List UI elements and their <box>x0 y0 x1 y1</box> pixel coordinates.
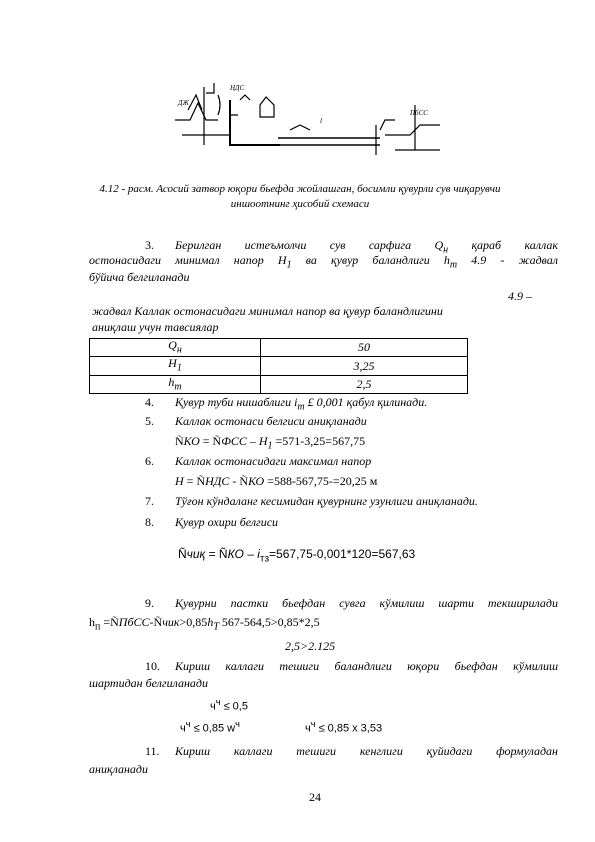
item7-text: Тўғон кўндаланг кесимидан қувурнинг узунлиги аниқланади. <box>175 494 478 508</box>
table-caption-line2: аниқлаш учун тавсиялар <box>92 320 219 334</box>
table-cell-label: $H_1$ <box>90 357 261 375</box>
item10-formula-b: $ч^ч \le 0,85$ $w^ч$ <box>180 719 240 735</box>
table-caption-line1: жадвал Каллак остонасидаги минимал напор ва қувур баландлигини <box>92 304 443 318</box>
svg-text:l: l <box>320 117 322 125</box>
item11-line1: Кириш каллаги тешиги кенглиги қуйидаги формуладан <box>175 744 558 758</box>
table-row <box>90 375 468 393</box>
table-cell-value: 2,5 <box>261 375 468 393</box>
item9-line2: $h_п$ $=ÑПбСС-Ñчик>0,85h_Т$ 567-564,5>0,85*2,5 <box>89 615 320 633</box>
page-number: 24 <box>309 790 321 804</box>
item5-formula: ÑКО = ÑФСС – $Н_1 =571-3,25=567,75$ <box>175 434 366 452</box>
item7-number: 7. <box>145 494 154 508</box>
item6-text: Каллак остонасидаги максимал напор <box>175 454 372 468</box>
item8-formula: Ñчиқ = ÑКО – $i_{тз}=567,75-0,001*120=567,63$ <box>178 547 416 565</box>
item10-line1: Кириш каллаги тешиги баландлиги юқори бьефдан кўмилиш <box>175 659 558 673</box>
item9-number: 9. <box>145 596 154 610</box>
item6-formula: Н = ÑНДС - ÑКО =588-567,75-=20,25 м <box>175 474 378 488</box>
svg-text:ПбСС: ПбСС <box>410 109 428 117</box>
item4-text: Қувур туби нишаблиги $i_т$ £ 0,001 қабул қилинади. <box>175 395 428 413</box>
table-row <box>90 339 468 357</box>
table-cell-label: $Q_н$ <box>90 339 261 357</box>
item8-number: 8. <box>145 515 154 529</box>
svg-text:НДС: НДС <box>230 84 245 92</box>
item9-result: 2,5>2.125 <box>285 639 336 653</box>
svg-text:ДЖ: ДЖ <box>178 99 189 107</box>
scheme-figure <box>170 75 445 175</box>
item8-text: Қувур охири белгиси <box>175 515 279 529</box>
item6-number: 6. <box>145 454 154 468</box>
table-caption-ref: 4.9 – <box>508 289 532 303</box>
item4-number: 4. <box>145 395 154 409</box>
item10-formula-c: $ч^ч \le 0,85$ x 3,53 <box>305 719 383 735</box>
figure-caption-line2: иншоотнинг ҳисобий схемаси <box>230 198 370 210</box>
item10-line2: шартидан белгиланади <box>89 676 208 690</box>
item5-text: Каллак остонаси белгиси аниқланади <box>175 414 367 428</box>
figure-caption-line1: 4.12 - расм. Асосий затвор юқори бьефда жойлашган, босимли қувурли сув чиқарувчи <box>99 183 501 195</box>
item10-number: 10. <box>145 659 160 673</box>
parameters-table <box>89 338 468 394</box>
item3-line2: остонасидаги минимал напор $H_1$ ва қувур баландлиги $h_т$ 4.9 - жадвал <box>89 253 558 271</box>
item5-number: 5. <box>145 414 154 428</box>
item3-line3: бўйича белгиланади <box>89 270 190 284</box>
item3-line1: Берилган истеъмолчи сув сарфига $Q_н$ қараб каллак <box>175 238 558 256</box>
item11-number: 11. <box>145 744 160 758</box>
item9-line1: Қувурни пастки бьефдан сувга кўмилиш шарти текширилади <box>175 596 558 610</box>
table-cell-value: 3,25 <box>261 357 468 375</box>
table-cell-label: $h_т$ <box>90 375 261 393</box>
item11-line2: аниқланади <box>89 762 148 776</box>
table-cell-value: 50 <box>261 339 468 357</box>
item3-number: 3. <box>145 238 154 252</box>
table-row <box>90 357 468 375</box>
item10-formula-a: $ч^ч \le 0,5$ <box>210 697 248 713</box>
